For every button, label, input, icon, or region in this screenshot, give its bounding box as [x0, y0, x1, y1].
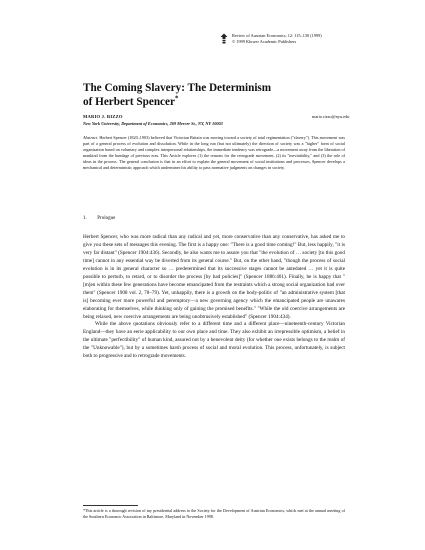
journal-copyright: © 1999 Kluwer Academic Publishers: [232, 39, 297, 44]
author-email: mario.rizzo@nyu.edu: [312, 114, 350, 119]
abstract: [83, 135, 345, 172]
footnote: *This article is a thorough revision of my presidential address to the Society for the Development of Austrian Economics, which met at the annual meeting of the Southern Economic Association in Baltimore, Maryland in November 1998.: [83, 508, 345, 520]
journal-citation: Review of Austrian Economics, 12: 115–130 (1999): [232, 33, 322, 38]
section-number: 1.: [83, 216, 87, 221]
title-footnote-mark: *: [174, 93, 179, 102]
section-heading: [83, 216, 115, 221]
title-line-1: The Coming Slavery: The Determinism: [83, 82, 272, 94]
author-name: MARIO J. RIZZO: [83, 114, 123, 119]
abstract-label: Abstract.: [83, 135, 99, 140]
article-title: [83, 82, 383, 109]
author-affiliation: New York University, Department of Economics, 269 Mercer St., NY, NY 10003: [83, 121, 223, 126]
title-line-2: of Herbert Spencer: [83, 95, 175, 108]
footnote-divider: [83, 505, 138, 506]
section-title: Prologue: [97, 216, 116, 221]
body-paragraph-1: Herbert Spencer, who was more radical than any radical and yet, more conservative than any conservative, has asked me to give you these sets of messages this evening. The first is a happy one: "There is a good time coming!" But, less happily, "it is very far distant" (Spencer 1904:436). Secondly, he also wants me to assure you that "the evolution of … society [to this good time] cannot in any essential way be diverted from its general course." But, on the other hand, "though the process of social evolution is in its general character so … predetermined that its successive stages cannot be antedated … yet it is quite possible to perturb, to retard, or to disorder the process [by bad policies]" (Spencer 1886:401). Finally, he is happy that "[m]en within these few generations have become emancipated from the restraints which a strong social organization had over them" (Spencer 1908 vol. 2, 78–79). Yet, unhappily, there is a growth on the body-politic of "an administrative system [that is] becoming ever more powerful and peremptory—a new governing agency which the emancipated people are unawares elaborating for themselves, while thinking only of gaining the promised benefits." "While the old coercive arrangements are being relaxed, new coercive arrangements are being unobtrusively established" (Spencer 1904:434).: [83, 234, 345, 320]
body-text: [83, 234, 345, 361]
body-paragraph-2: While the above quotations obviously refer to a different time and a different place—nineteenth-century Victorian England—they have an eerie applicability to our own place and time. They also exhibit an irrepressible optimism, a belief in the ultimate "perfectibility" of human kind, assured not by a benevolent deity (for whether one exists belongs to the realm of the "Unknowable"), but by a sometimes harsh process of social and moral evolution. This process, unfortunately, is subject both to progressive and to retrograde movements.: [83, 321, 345, 360]
journal-header: [220, 33, 410, 45]
publisher-logo-icon: [220, 33, 228, 44]
abstract-text: Herbert Spencer (1820–1903) believed that Victorian Britain was moving toward a society of total regimentation ("slavery"). This movement was part of a general process of evolution and dissolution. While in the long run (but not ultimately) the direction of society was a "higher" form of social organization based on voluntary and complex interpersonal relationships, the immediate tendency was retrograde—a movement away from the liberation of mankind from the bondage of previous eras. This Article explores (1) the reasons for the retrograde movement, (2) its "inevitability," and (3) the role of ideas in the process. The general conclusion is that in an effort to explain the general movement of social institutions and processes, Spencer develops a mechanical and deterministic approach which undermines his ability to pass normative judgments on changes in society.: [83, 135, 346, 171]
